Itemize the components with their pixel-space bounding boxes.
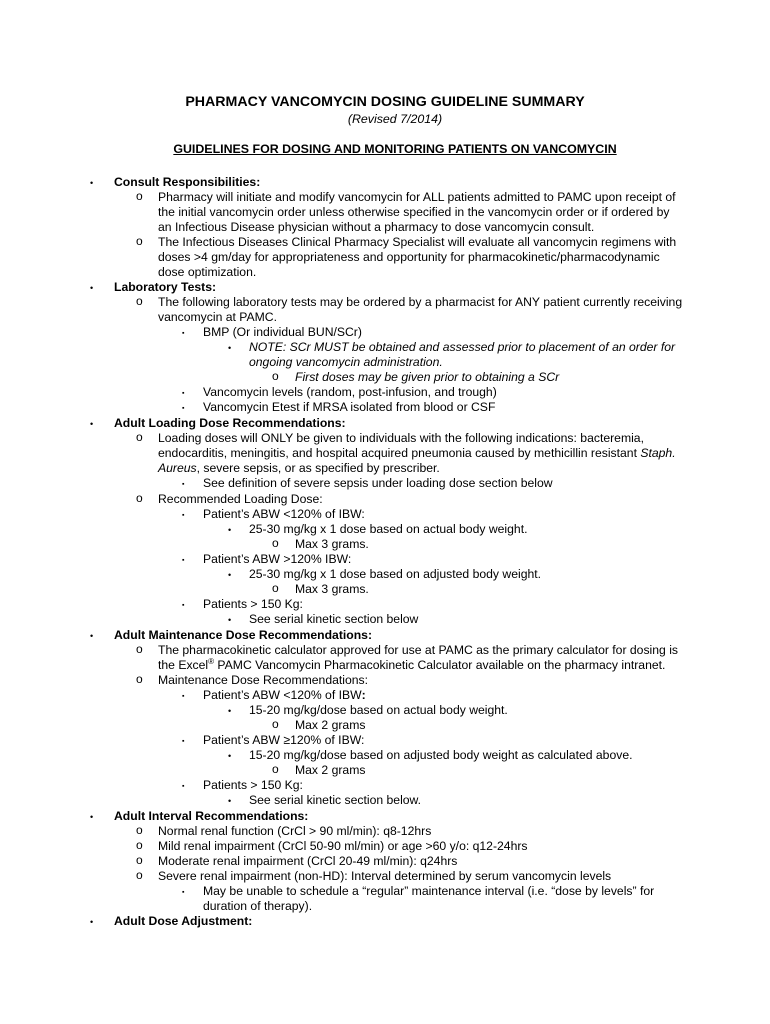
- bullet-marker: •: [228, 343, 232, 353]
- consult-item-2-line-2: doses >4 gm/day for appropriateness and opportunity for pharmacokinetic/pharmacodynamic: [158, 250, 660, 264]
- bullet-marker: •: [90, 283, 94, 293]
- maintenance-item-line-1: The pharmacokinetic calculator approved for use at PAMC as the primary calculator for dosing is: [158, 643, 679, 657]
- dose-adjustment-heading: Adult Dose Adjustment:: [114, 914, 253, 928]
- circle-marker: o: [136, 491, 143, 505]
- maintenance-recommendations: Maintenance Dose Recommendations:: [158, 673, 369, 687]
- interval-note-line-1: May be unable to schedule a “regular” maintenance interval (i.e. “dose by levels” for: [203, 884, 655, 898]
- circle-marker: o: [136, 838, 143, 852]
- document-title: PHARMACY VANCOMYCIN DOSING GUIDELINE SUMMARY: [185, 94, 585, 110]
- lab-vanco-levels: Vancomycin levels (random, post-infusion, and trough): [203, 385, 497, 399]
- lab-vanco-etest: Vancomycin Etest if MRSA isolated from blood or CSF: [203, 400, 496, 414]
- circle-marker: o: [136, 672, 143, 686]
- bullet-marker: •: [90, 178, 94, 188]
- loading-item-line-3: Aureus, severe sepsis, or as specified by prescriber.: [158, 461, 440, 475]
- circle-marker: o: [272, 536, 279, 550]
- bullet-marker: •: [90, 419, 94, 429]
- loading-max-2: Max 3 grams.: [295, 582, 369, 596]
- bullet-marker: •: [228, 796, 232, 806]
- lab-bmp: BMP (Or individual BUN/SCr): [203, 325, 362, 339]
- section-heading: GUIDELINES FOR DOSING AND MONITORING PATIENTS ON VANCOMYCIN: [173, 142, 617, 156]
- square-marker: ▪: [182, 405, 185, 412]
- maintenance-abw-lt-120: Patient’s ABW <120% of IBW:: [203, 688, 366, 702]
- interval-mild: Mild renal impairment (CrCl 50-90 ml/min) or age >60 y/o: q12-24hrs: [158, 839, 528, 853]
- loading-abw-gt-120: Patient’s ABW >120% IBW:: [203, 552, 352, 566]
- lab-note-line-1: NOTE: SCr MUST be obtained and assessed prior to placement of an order for: [249, 340, 676, 354]
- loading-patients-150: Patients > 150 Kg:: [203, 597, 303, 611]
- circle-marker: o: [136, 294, 143, 308]
- maintenance-max-1: Max 2 grams: [295, 718, 366, 732]
- square-marker: ▪: [182, 390, 185, 397]
- loading-dose-heading: Adult Loading Dose Recommendations:: [114, 416, 346, 430]
- maintenance-patients-150: Patients > 150 Kg:: [203, 778, 303, 792]
- lab-first-doses: First doses may be given prior to obtaining a SCr: [295, 370, 560, 384]
- square-marker: ▪: [182, 602, 185, 609]
- interval-moderate: Moderate renal impairment (CrCl 20-49 ml/min): q24hrs: [158, 854, 458, 868]
- square-marker: ▪: [182, 481, 185, 488]
- interval-severe: Severe renal impairment (non-HD): Interval determined by serum vancomycin levels: [158, 869, 612, 883]
- consult-item-2-line-3: dose optimization.: [158, 265, 257, 279]
- bullet-marker: •: [228, 706, 232, 716]
- loading-dose-adjusted: 25-30 mg/kg x 1 dose based on adjusted body weight.: [249, 567, 542, 581]
- circle-marker: o: [272, 717, 279, 731]
- square-marker: ▪: [182, 738, 185, 745]
- maintenance-serial-kinetic: See serial kinetic section below.: [249, 793, 422, 807]
- circle-marker: o: [136, 642, 143, 656]
- maintenance-item-line-2: the Excel® PAMC Vancomycin Pharmacokinetic Calculator available on the pharmacy intranet.: [158, 656, 666, 672]
- interval-note-line-2: duration of therapy).: [203, 899, 313, 913]
- consult-heading: Consult Responsibilities:: [114, 175, 261, 189]
- circle-marker: o: [136, 853, 143, 867]
- bullet-marker: •: [228, 751, 232, 761]
- circle-marker: o: [136, 234, 143, 248]
- lab-note-line-2: ongoing vancomycin administration.: [249, 355, 443, 369]
- square-marker: ▪: [182, 330, 185, 337]
- square-marker: ▪: [182, 512, 185, 519]
- circle-marker: o: [136, 868, 143, 882]
- maintenance-abw-ge-120: Patient’s ABW ≥120% of IBW:: [203, 733, 365, 747]
- maintenance-dose-actual: 15-20 mg/kg/dose based on actual body weight.: [249, 703, 508, 717]
- maintenance-dose-adjusted: 15-20 mg/kg/dose based on adjusted body weight as calculated above.: [249, 748, 633, 762]
- loading-item-line-1: Loading doses will ONLY be given to individuals with the following indications: bacteremia,: [158, 431, 644, 445]
- bullet-marker: •: [228, 525, 232, 535]
- document-subtitle: (Revised 7/2014): [347, 112, 443, 126]
- consult-item-2-line-1: The Infectious Diseases Clinical Pharmacy Specialist will evaluate all vancomycin regimens with: [158, 235, 677, 249]
- square-marker: ▪: [182, 783, 185, 790]
- bullet-marker: •: [90, 631, 94, 641]
- consult-item-1-line-1: Pharmacy will initiate and modify vancomycin for ALL patients admitted to PAMC upon receipt of: [158, 190, 676, 204]
- interval-normal: Normal renal function (CrCl > 90 ml/min): q8-12hrs: [158, 824, 432, 838]
- circle-marker: o: [136, 189, 143, 203]
- circle-marker: o: [272, 581, 279, 595]
- loading-dose-actual: 25-30 mg/kg x 1 dose based on actual body weight.: [249, 522, 528, 536]
- circle-marker: o: [136, 823, 143, 837]
- square-marker: ▪: [182, 557, 185, 564]
- square-marker: ▪: [182, 693, 185, 700]
- lab-item-line-1: The following laboratory tests may be ordered by a pharmacist for ANY patient currently receiving: [158, 295, 683, 309]
- bullet-marker: •: [90, 812, 94, 822]
- square-marker: ▪: [182, 889, 185, 896]
- loading-recommended: Recommended Loading Dose:: [158, 492, 323, 506]
- circle-marker: o: [272, 762, 279, 776]
- lab-tests-heading: Laboratory Tests:: [114, 280, 217, 294]
- bullet-marker: •: [228, 615, 232, 625]
- loading-serial-kinetic: See serial kinetic section below: [249, 612, 419, 626]
- maintenance-heading: Adult Maintenance Dose Recommendations:: [114, 628, 373, 642]
- loading-sepsis-def: See definition of severe sepsis under loading dose section below: [203, 476, 553, 490]
- consult-item-1-line-3: an Infectious Disease physician without a pharmacy to dose vancomycin consult.: [158, 220, 595, 234]
- interval-heading: Adult Interval Recommendations:: [114, 809, 309, 823]
- consult-item-1-line-2: the initial vancomycin order unless otherwise specified in the vancomycin order or if ordered by: [158, 205, 670, 219]
- lab-item-line-2: vancomycin at PAMC.: [158, 310, 277, 324]
- circle-marker: o: [136, 430, 143, 444]
- bullet-marker: •: [90, 917, 94, 927]
- loading-max-1: Max 3 grams.: [295, 537, 369, 551]
- loading-item-line-2: endocarditis, meningitis, and hospital acquired pneumonia caused by methicillin resistant Staph.: [158, 446, 676, 460]
- bullet-marker: •: [228, 570, 232, 580]
- loading-abw-lt-120: Patient’s ABW <120% of IBW:: [203, 507, 365, 521]
- circle-marker: o: [272, 369, 279, 383]
- maintenance-max-2: Max 2 grams: [295, 763, 366, 777]
